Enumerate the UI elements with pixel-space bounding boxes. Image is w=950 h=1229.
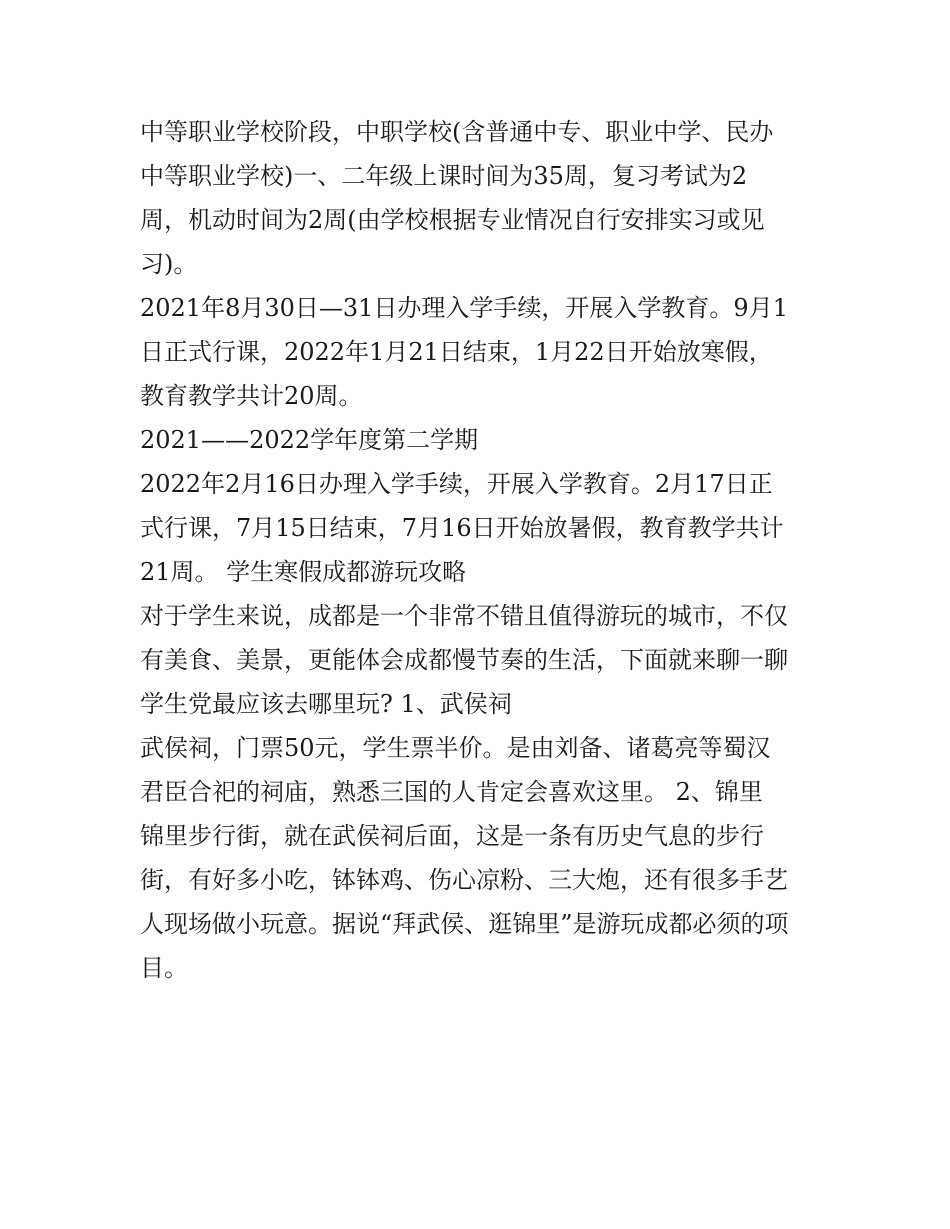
text-line: 武侯祠，门票50元，学生票半价。是由刘备、诸葛亮等蜀汉 xyxy=(140,734,771,762)
text-line: 锦里步行街，就在武侯祠后面，这是一条有历史气息的步行 xyxy=(140,822,764,850)
text-line: 周，机动时间为2周(由学校根据专业情况自行安排实习或见 xyxy=(140,206,765,234)
text-line: 目。 xyxy=(140,954,188,982)
paragraph-second-semester xyxy=(140,462,820,594)
text-line: 学生党最应该去哪里玩? 1、武侯祠 xyxy=(140,690,512,718)
text-line: 2021——2022学年度第二学期 xyxy=(140,426,479,454)
text-line: 2022年2月16日办理入学手续，开展入学教育。2月17日正 xyxy=(140,470,773,498)
paragraph-vocational-schedule xyxy=(140,110,820,286)
text-line: 中等职业学校)一、二年级上课时间为35周，复习考试为2 xyxy=(140,162,748,190)
text-line: 习)。 xyxy=(140,250,198,278)
text-line: 人现场做小玩意。据说“拜武侯、逛锦里”是游玩成都必须的项 xyxy=(140,910,789,938)
paragraph-first-semester xyxy=(140,286,820,418)
text-line: 街，有好多小吃，钵钵鸡、伤心凉粉、三大炮，还有很多手艺 xyxy=(140,866,788,894)
text-line: 式行课，7月15日结束，7月16日开始放暑假，教育教学共计 xyxy=(140,514,784,542)
text-line: 有美食、美景，更能体会成都慢节奏的生活，下面就来聊一聊 xyxy=(140,646,788,674)
text-line: 教育教学共计20周。 xyxy=(140,382,363,410)
heading-second-semester xyxy=(140,418,820,462)
paragraph-jinli-street xyxy=(140,814,820,990)
paragraph-wuhou-temple xyxy=(140,726,820,814)
paragraph-chengdu-intro xyxy=(140,594,820,726)
text-line: 日正式行课，2022年1月21日结束，1月22日开始放寒假， xyxy=(140,338,773,366)
text-line: 中等职业学校阶段，中职学校(含普通中专、职业中学、民办 xyxy=(140,118,774,146)
text-line: 21周。 学生寒假成都游玩攻略 xyxy=(140,558,467,586)
text-line: 对于学生来说，成都是一个非常不错且值得游玩的城市，不仅 xyxy=(140,602,788,630)
document-body xyxy=(140,110,820,990)
text-line: 君臣合祀的祠庙，熟悉三国的人肯定会喜欢这里。 2、锦里 xyxy=(140,778,763,806)
text-line: 2021年8月30日—31日办理入学手续，开展入学教育。9月1 xyxy=(140,294,788,322)
